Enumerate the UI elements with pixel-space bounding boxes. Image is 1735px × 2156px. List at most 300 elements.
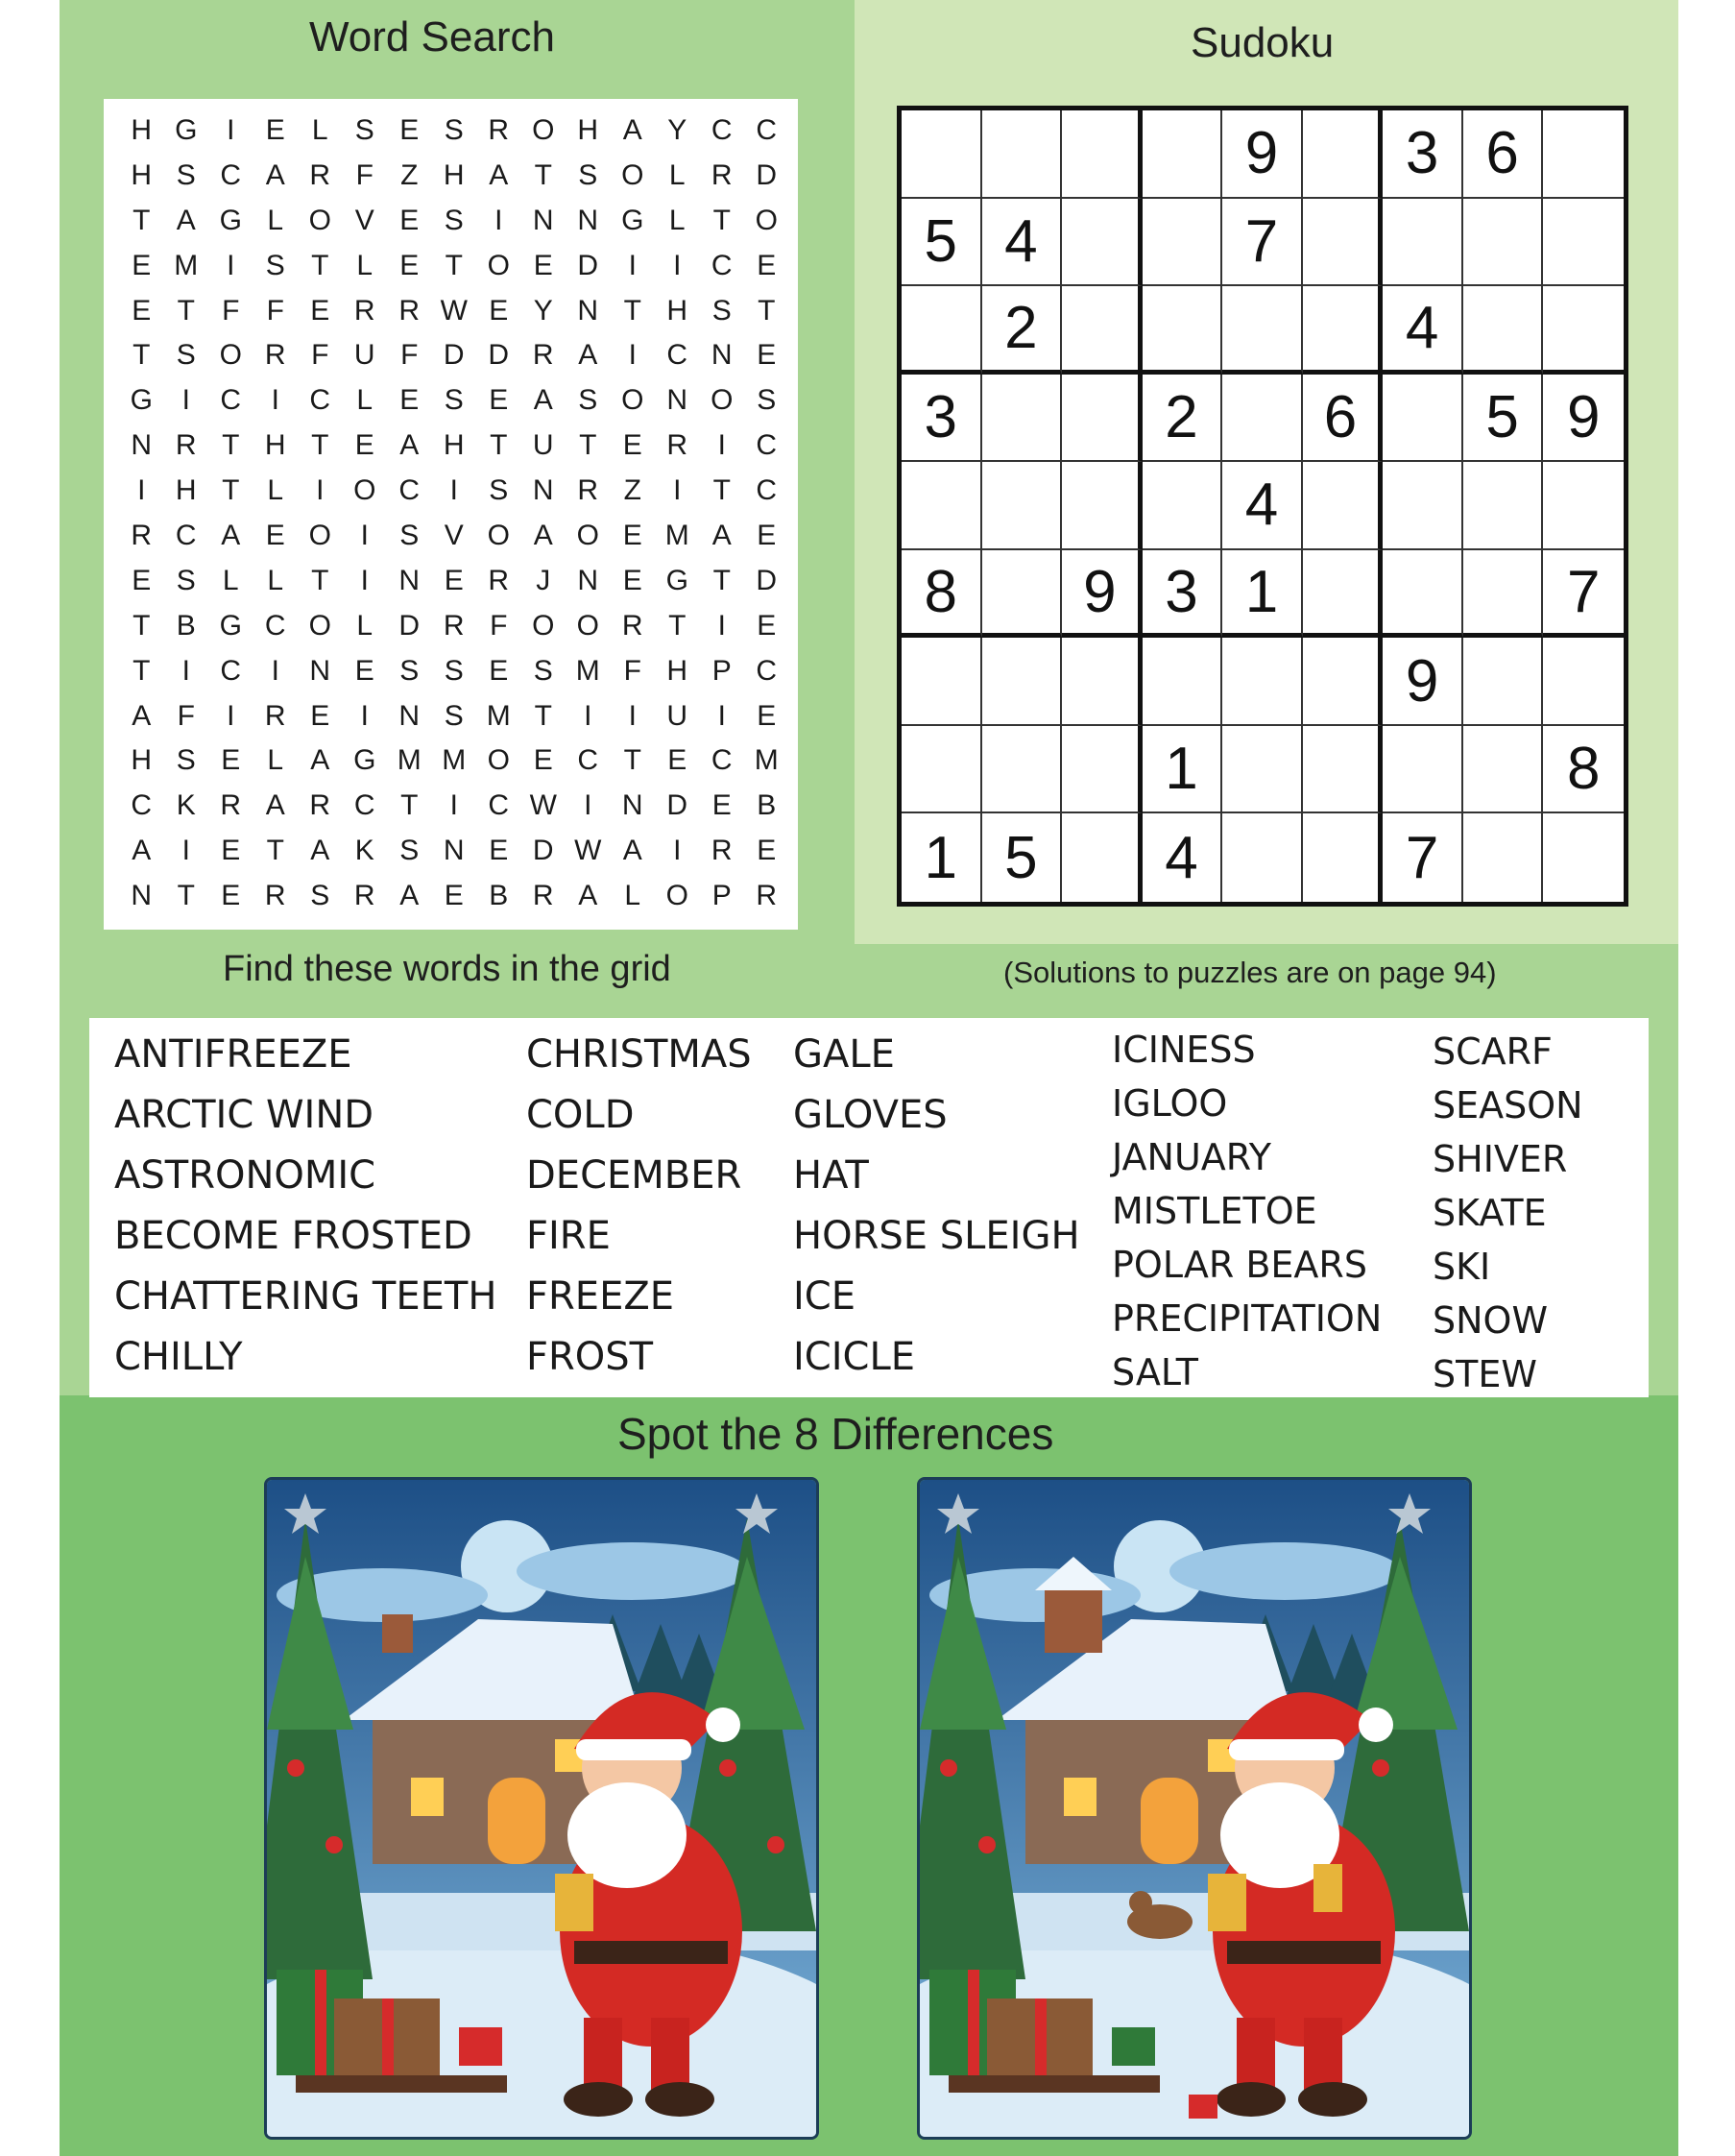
word-list-item: ASTRONOMIC xyxy=(114,1153,376,1198)
word-search-letter: N xyxy=(443,835,465,867)
word-search-letter: L xyxy=(267,474,284,507)
word-search-letter: T xyxy=(758,294,776,327)
santa-scene-left xyxy=(267,1480,816,2137)
word-list-item: JANUARY xyxy=(1112,1136,1271,1178)
word-search-letter: V xyxy=(354,204,374,236)
sudoku-cell: 7 xyxy=(1543,550,1624,639)
santa-scene-right xyxy=(920,1480,1469,2137)
sudoku-cell[interactable] xyxy=(1062,199,1143,287)
word-search-letter: I xyxy=(271,654,279,687)
word-search-letter: D xyxy=(577,249,599,281)
sudoku-cell[interactable] xyxy=(902,462,982,550)
word-search-letter: G xyxy=(665,564,688,596)
word-search-letter: I xyxy=(449,474,458,507)
sudoku-cell[interactable] xyxy=(1383,726,1463,814)
word-search-letter: E xyxy=(711,789,732,822)
word-search-letter: T xyxy=(133,654,151,687)
word-search-letter: B xyxy=(489,880,509,912)
word-search-letter: E xyxy=(221,835,241,867)
word-search-letter: C xyxy=(711,744,733,777)
word-list-item: IGLOO xyxy=(1112,1082,1228,1125)
word-search-letter: H xyxy=(264,429,286,462)
word-search-letter: O xyxy=(353,474,376,507)
word-search-letter: W xyxy=(440,294,468,327)
sudoku-cell[interactable] xyxy=(982,462,1063,550)
sudoku-cell[interactable] xyxy=(1543,638,1624,726)
word-search-letter: E xyxy=(667,744,687,777)
word-list-item: HAT xyxy=(793,1153,869,1198)
sudoku-cell: 4 xyxy=(982,199,1063,287)
sudoku-cell: 4 xyxy=(1143,813,1223,902)
word-search-letter: T xyxy=(133,609,151,642)
sudoku-cell[interactable] xyxy=(1303,550,1384,639)
sudoku-cell[interactable] xyxy=(982,375,1063,463)
sudoku-cell: 2 xyxy=(1143,375,1223,463)
word-search-letter: E xyxy=(399,204,420,236)
word-search-letter: A xyxy=(622,114,642,146)
word-search-letter: R xyxy=(264,699,286,732)
sudoku-cell[interactable] xyxy=(1383,462,1463,550)
word-list-box xyxy=(89,1018,1649,1397)
word-search-letter: E xyxy=(310,699,330,732)
word-search-letter: R xyxy=(175,429,197,462)
word-search-letter: L xyxy=(356,249,374,281)
word-search-letter: I xyxy=(673,249,682,281)
sudoku-cell[interactable] xyxy=(1062,462,1143,550)
sudoku-cell[interactable] xyxy=(1543,110,1624,199)
word-search-letter: B xyxy=(176,609,196,642)
word-search-letter: E xyxy=(489,835,509,867)
word-search-letter: C xyxy=(398,474,421,507)
word-search-letter: I xyxy=(137,474,146,507)
word-search-letter: M xyxy=(442,744,467,777)
word-search-letter: E xyxy=(757,249,777,281)
word-search-letter: F xyxy=(222,294,240,327)
word-list-item: BECOME FROSTED xyxy=(114,1214,472,1258)
word-search-letter: N xyxy=(577,564,599,596)
sudoku-cell[interactable] xyxy=(1143,286,1223,375)
word-search-letter: O xyxy=(487,744,510,777)
sudoku-cell: 7 xyxy=(1383,813,1463,902)
word-search-letter: G xyxy=(621,204,644,236)
word-search-letter: A xyxy=(132,699,152,732)
word-search-letter: R xyxy=(711,835,733,867)
word-search-letter: N xyxy=(621,789,643,822)
word-search-letter: E xyxy=(221,880,241,912)
word-search-letter: E xyxy=(757,835,777,867)
word-search-letter: E xyxy=(399,249,420,281)
sudoku-cell[interactable] xyxy=(1303,199,1384,287)
word-list-item: GLOVES xyxy=(793,1093,948,1137)
word-search-letter: O xyxy=(576,520,599,552)
word-search-letter: M xyxy=(664,520,689,552)
word-search-letter: L xyxy=(624,880,641,912)
word-search-letter: E xyxy=(622,520,642,552)
word-search-letter: H xyxy=(131,744,153,777)
word-search-letter: C xyxy=(756,114,778,146)
word-search-letter: E xyxy=(132,294,152,327)
word-search-letter: N xyxy=(666,384,688,417)
word-search-letter: I xyxy=(717,699,726,732)
word-search-letter: E xyxy=(444,564,464,596)
word-search-letter: A xyxy=(578,880,598,912)
santa-picture-right xyxy=(917,1477,1472,2140)
sudoku-cell[interactable] xyxy=(1543,199,1624,287)
word-search-grid-box xyxy=(104,99,798,930)
word-search-letter: H xyxy=(666,654,688,687)
sudoku-cell: 1 xyxy=(1143,726,1223,814)
sudoku-title: Sudoku xyxy=(1191,19,1335,66)
word-search-letter: N xyxy=(309,654,331,687)
word-search-letter: L xyxy=(267,204,284,236)
word-search-letter: E xyxy=(265,520,285,552)
sudoku-cell[interactable] xyxy=(1303,638,1384,726)
sudoku-cell: 4 xyxy=(1222,462,1303,550)
word-search-letter: S xyxy=(399,654,420,687)
word-search-letter: I xyxy=(673,835,682,867)
word-search-letter: R xyxy=(220,789,242,822)
word-search-letter: R xyxy=(443,609,465,642)
word-search-letter: D xyxy=(756,564,778,596)
sudoku-cell[interactable] xyxy=(1463,550,1544,639)
sudoku-cell[interactable] xyxy=(982,638,1063,726)
word-search-letter: L xyxy=(356,384,374,417)
word-search-letter: E xyxy=(489,294,509,327)
word-search-letter: A xyxy=(399,429,420,462)
word-search-letter: I xyxy=(584,699,592,732)
sudoku-cell[interactable] xyxy=(1143,199,1223,287)
word-search-letter: E xyxy=(757,520,777,552)
word-search-letter: S xyxy=(354,114,374,146)
spot-difference-title: Spot the 8 Differences xyxy=(617,1409,1054,1459)
word-search-letter: C xyxy=(711,249,733,281)
sudoku-cell[interactable] xyxy=(1222,286,1303,375)
word-search-letter: T xyxy=(400,789,419,822)
sudoku-cell[interactable] xyxy=(1463,462,1544,550)
word-search-letter: C xyxy=(131,789,153,822)
sudoku-cell: 9 xyxy=(1222,110,1303,199)
word-search-letter: C xyxy=(488,789,510,822)
sudoku-cell[interactable] xyxy=(1222,375,1303,463)
word-search-letter: E xyxy=(622,429,642,462)
sudoku-cell[interactable] xyxy=(1463,813,1544,902)
find-words-label: Find these words in the grid xyxy=(223,949,671,989)
word-search-letter: S xyxy=(757,384,777,417)
word-list-item: SHIVER xyxy=(1433,1138,1568,1180)
word-search-letter: S xyxy=(265,249,285,281)
word-search-letter: C xyxy=(175,520,197,552)
word-list-item: POLAR BEARS xyxy=(1112,1244,1367,1286)
word-search-letter: E xyxy=(354,654,374,687)
word-search-letter: G xyxy=(175,114,198,146)
word-search-letter: A xyxy=(265,789,285,822)
word-search-letter: S xyxy=(578,384,598,417)
word-search-letter: A xyxy=(399,880,420,912)
word-search-letter: U xyxy=(666,699,688,732)
word-search-letter: S xyxy=(533,654,553,687)
sudoku-cell[interactable] xyxy=(1303,110,1384,199)
sudoku-cell[interactable] xyxy=(1383,550,1463,639)
word-search-letter: D xyxy=(756,158,778,191)
word-search-letter: I xyxy=(673,474,682,507)
sudoku-cell: 3 xyxy=(1143,550,1223,639)
sudoku-cell[interactable] xyxy=(1383,199,1463,287)
word-search-letter: P xyxy=(711,880,732,912)
word-search-letter: N xyxy=(711,339,733,372)
sudoku-cell: 1 xyxy=(902,813,982,902)
sudoku-cell: 7 xyxy=(1222,199,1303,287)
word-search-letter: M xyxy=(575,654,600,687)
word-search-letter: F xyxy=(177,699,195,732)
word-search-letter: C xyxy=(353,789,375,822)
sudoku-cell[interactable] xyxy=(1543,813,1624,902)
word-list-item: CHATTERING TEETH xyxy=(114,1274,497,1319)
word-search-letter: A xyxy=(622,835,642,867)
word-search-letter: T xyxy=(623,744,641,777)
sudoku-cell[interactable] xyxy=(982,110,1063,199)
word-search-letter: R xyxy=(488,114,510,146)
word-search-letter: F xyxy=(355,158,374,191)
word-list-item: ANTIFREEZE xyxy=(114,1032,352,1077)
word-search-letter: N xyxy=(398,699,421,732)
word-list-item: SKATE xyxy=(1433,1192,1547,1234)
word-search-letter: O xyxy=(621,384,644,417)
sudoku-cell[interactable] xyxy=(1222,638,1303,726)
sudoku-cell[interactable] xyxy=(1062,375,1143,463)
word-search-letter: H xyxy=(131,158,153,191)
word-list-column-3 xyxy=(793,1025,1080,1388)
word-search-letter: S xyxy=(444,384,464,417)
sudoku-cell[interactable] xyxy=(1062,286,1143,375)
sudoku-cell: 6 xyxy=(1303,375,1384,463)
word-search-letter: S xyxy=(711,294,732,327)
word-search-letter: K xyxy=(354,835,374,867)
word-search-letter: T xyxy=(579,429,597,462)
word-search-letter: G xyxy=(130,384,153,417)
word-list-column-4 xyxy=(1112,1023,1382,1399)
sudoku-cell[interactable] xyxy=(1062,726,1143,814)
sudoku-cell[interactable] xyxy=(1543,286,1624,375)
word-search-letter: S xyxy=(444,699,464,732)
word-search-letter: N xyxy=(398,564,421,596)
word-search-letter: S xyxy=(489,474,509,507)
sudoku-cell[interactable] xyxy=(1303,813,1384,902)
word-search-letter: E xyxy=(399,384,420,417)
word-search-letter: R xyxy=(577,474,599,507)
sudoku-cell[interactable] xyxy=(1383,375,1463,463)
word-search-letter: E xyxy=(533,744,553,777)
sudoku-cell[interactable] xyxy=(1222,726,1303,814)
sudoku-cell[interactable] xyxy=(1303,286,1384,375)
word-search-letter: C xyxy=(264,609,286,642)
word-search-letter: V xyxy=(444,520,464,552)
word-search-letter: T xyxy=(177,880,195,912)
sudoku-cell[interactable] xyxy=(1463,638,1544,726)
sudoku-cell: 3 xyxy=(1383,110,1463,199)
word-search-letter: H xyxy=(443,158,465,191)
word-search-letter: I xyxy=(360,699,369,732)
sudoku-cell[interactable] xyxy=(1463,726,1544,814)
word-search-letter: D xyxy=(488,339,510,372)
word-search-title: Word Search xyxy=(309,13,555,61)
word-search-letter: D xyxy=(398,609,421,642)
word-search-letter: O xyxy=(532,114,555,146)
word-search-letter: S xyxy=(176,744,196,777)
word-search-letter: A xyxy=(711,520,732,552)
word-search-letter: O xyxy=(308,204,331,236)
word-search-letter: D xyxy=(532,835,554,867)
word-search-letter: C xyxy=(711,114,733,146)
sudoku-cell[interactable] xyxy=(1062,638,1143,726)
word-search-letter: I xyxy=(316,474,325,507)
word-search-letter: E xyxy=(132,249,152,281)
word-search-letter: M xyxy=(754,744,779,777)
sudoku-cell[interactable] xyxy=(902,638,982,726)
sudoku-cell[interactable] xyxy=(902,110,982,199)
word-search-letter: I xyxy=(584,789,592,822)
word-search-letter: I xyxy=(628,249,637,281)
word-search-letter: N xyxy=(131,880,153,912)
word-search-letter: U xyxy=(353,339,375,372)
word-search-letter: T xyxy=(177,294,195,327)
word-search-letter: A xyxy=(310,744,330,777)
word-search-letter: F xyxy=(266,294,284,327)
sudoku-cell[interactable] xyxy=(1222,813,1303,902)
word-search-letter: Z xyxy=(400,158,419,191)
word-list-column-1 xyxy=(114,1025,496,1388)
sudoku-cell[interactable] xyxy=(1303,726,1384,814)
sudoku-cell[interactable] xyxy=(1062,110,1143,199)
word-search-letter: T xyxy=(133,339,151,372)
word-search-letter: E xyxy=(489,384,509,417)
word-search-letter: Y xyxy=(667,114,687,146)
word-search-letter: H xyxy=(577,114,599,146)
sudoku-cell: 2 xyxy=(982,286,1063,375)
word-list-item: SALT xyxy=(1112,1351,1198,1393)
sudoku-cell[interactable] xyxy=(1303,462,1384,550)
word-search-letter: C xyxy=(756,474,778,507)
word-list-item: DECEMBER xyxy=(526,1153,742,1198)
sudoku-cell: 1 xyxy=(1222,550,1303,639)
word-search-letter: R xyxy=(131,520,153,552)
word-search-letter: S xyxy=(444,114,464,146)
word-search-letter: C xyxy=(577,744,599,777)
sudoku-cell: 6 xyxy=(1463,110,1544,199)
word-search-letter: I xyxy=(360,564,369,596)
word-list-item: ICICLE xyxy=(793,1335,916,1379)
word-search-letter: M xyxy=(486,699,511,732)
word-search-letter: O xyxy=(532,609,555,642)
word-search-letter: T xyxy=(133,204,151,236)
word-list-item: SCARF xyxy=(1433,1030,1553,1073)
sudoku-cell[interactable] xyxy=(1463,199,1544,287)
word-search-letter: G xyxy=(353,744,376,777)
sudoku-cell[interactable] xyxy=(1143,110,1223,199)
word-search-letter: F xyxy=(623,654,641,687)
word-search-letter: N xyxy=(577,204,599,236)
word-search-letter: A xyxy=(265,158,285,191)
word-search-letter: T xyxy=(490,429,508,462)
word-search-letter: L xyxy=(356,609,374,642)
sudoku-cell[interactable] xyxy=(1463,286,1544,375)
word-list-item: COLD xyxy=(526,1093,635,1137)
word-search-letter: T xyxy=(311,564,329,596)
word-search-letter: C xyxy=(220,158,242,191)
word-search-letter: T xyxy=(311,249,329,281)
word-search-letter: K xyxy=(176,789,196,822)
sudoku-cell[interactable] xyxy=(902,286,982,375)
word-search-letter: I xyxy=(494,204,503,236)
word-search-letter: L xyxy=(267,564,284,596)
word-search-letter: R xyxy=(756,880,778,912)
word-search-letter: T xyxy=(222,474,240,507)
word-search-letter: I xyxy=(227,114,235,146)
word-search-letter: L xyxy=(222,564,239,596)
word-search-letter: C xyxy=(756,429,778,462)
sudoku-grid xyxy=(897,106,1628,907)
word-search-letter: C xyxy=(309,384,331,417)
word-list-item: CHRISTMAS xyxy=(526,1032,752,1077)
word-list-item: GALE xyxy=(793,1032,895,1077)
word-search-letter: E xyxy=(265,114,285,146)
word-search-letter: M xyxy=(174,249,199,281)
word-search-letter: O xyxy=(711,384,734,417)
word-search-letter: S xyxy=(399,520,420,552)
word-search-letter: E xyxy=(489,654,509,687)
word-search-letter: T xyxy=(712,204,731,236)
word-search-letter: I xyxy=(227,249,235,281)
word-search-letter: E xyxy=(354,429,374,462)
sudoku-cell[interactable] xyxy=(1543,462,1624,550)
word-search-letter: O xyxy=(487,249,510,281)
word-list-column-5 xyxy=(1433,1025,1583,1401)
word-search-letter: A xyxy=(578,339,598,372)
word-search-letter: O xyxy=(308,520,331,552)
word-search-letter: S xyxy=(444,204,464,236)
word-search-letter: H xyxy=(666,294,688,327)
sudoku-cell[interactable] xyxy=(1143,462,1223,550)
word-search-letter: U xyxy=(532,429,554,462)
sudoku-cell[interactable] xyxy=(1062,813,1143,902)
word-search-letter: F xyxy=(490,609,508,642)
word-list-item: PRECIPITATION xyxy=(1112,1297,1383,1340)
word-search-letter: C xyxy=(666,339,688,372)
word-search-letter: L xyxy=(311,114,328,146)
word-search-letter: B xyxy=(757,789,777,822)
sudoku-cell[interactable] xyxy=(1143,638,1223,726)
sudoku-cell[interactable] xyxy=(982,550,1063,639)
word-list-item: FROST xyxy=(526,1335,654,1379)
word-search-letter: S xyxy=(310,880,330,912)
word-list-item: HORSE SLEIGH xyxy=(793,1214,1080,1258)
word-search-letter: H xyxy=(131,114,153,146)
word-search-letter: Y xyxy=(533,294,553,327)
sudoku-cell: 5 xyxy=(902,199,982,287)
word-search-letter: R xyxy=(621,609,643,642)
word-search-letter: N xyxy=(532,474,554,507)
word-search-letter: T xyxy=(712,564,731,596)
word-search-letter: O xyxy=(487,520,510,552)
word-search-letter: E xyxy=(310,294,330,327)
word-search-letter: T xyxy=(712,474,731,507)
word-search-letter: A xyxy=(489,158,509,191)
sudoku-cell[interactable] xyxy=(902,726,982,814)
sudoku-cell[interactable] xyxy=(982,726,1063,814)
sudoku-cell: 9 xyxy=(1383,638,1463,726)
word-search-letter: O xyxy=(219,339,242,372)
word-search-letter: F xyxy=(311,339,329,372)
word-search-letter: R xyxy=(264,880,286,912)
